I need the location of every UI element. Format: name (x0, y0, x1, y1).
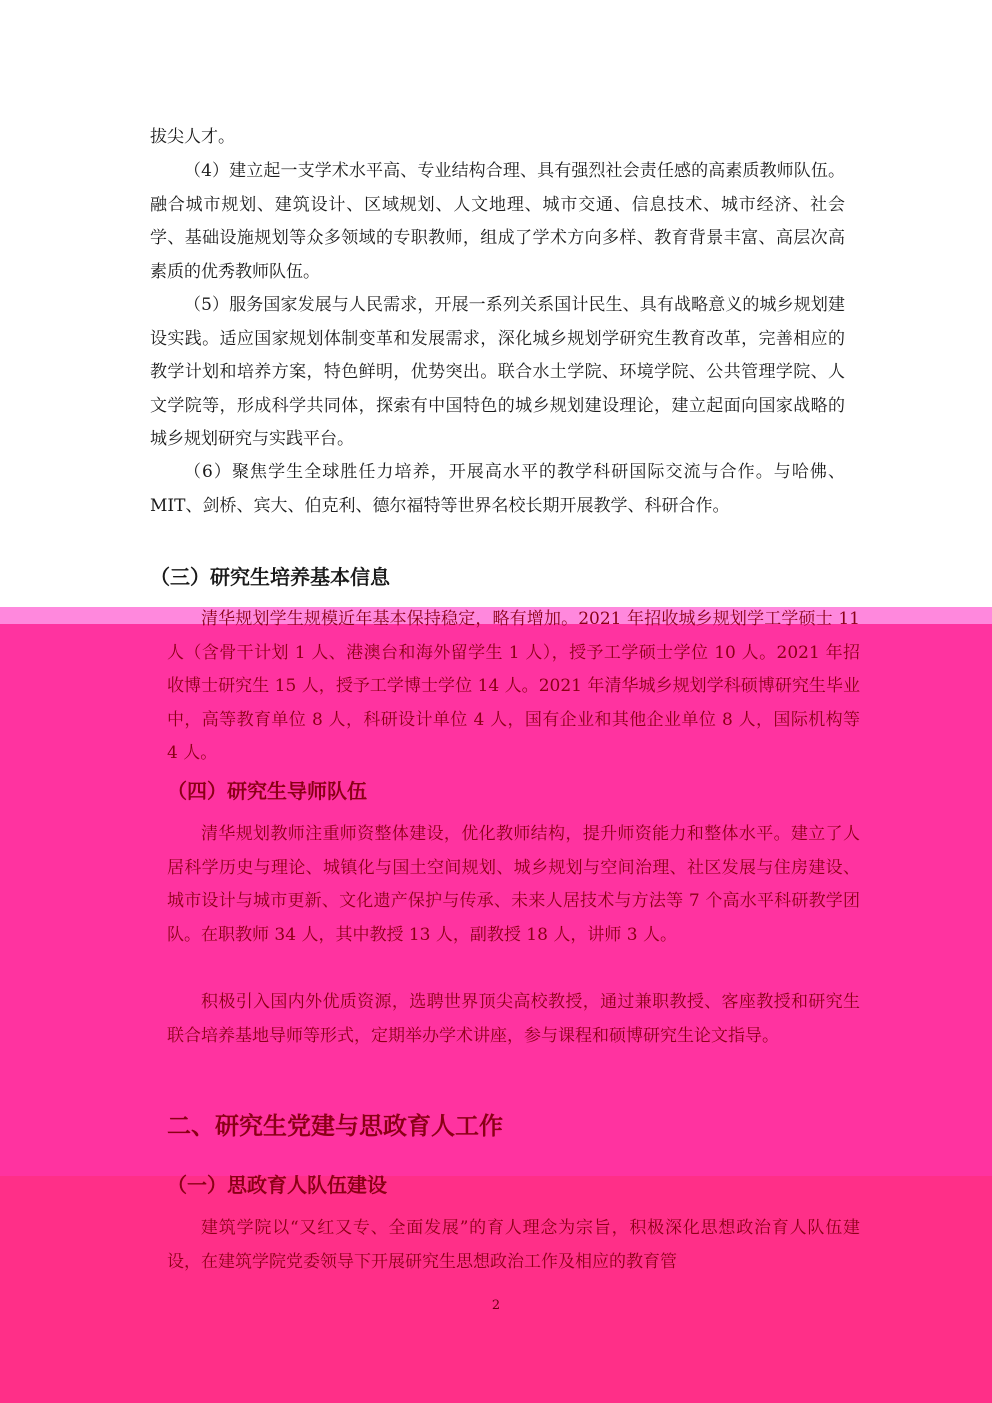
paragraph-national-service: （5）服务国家发展与人民需求，开展一系列关系国计民生、具有战略意义的城乡规划建设实践。适应国家规划体制变革和发展需求，深化城乡规划学研究生教育改革，完善相应的教学计划和培养方案，特色鲜明，优势突出。联合水土学院、环境学院、公共管理学院、人文学院等，形成科学共同体，探索有中国特色的城乡规划建设理论，建立起面向国家战略的城乡规划研究与实践平台。 (150, 295, 845, 449)
paragraph-teacher-team: （4）建立起一支学术水平高、专业结构合理、具有强烈社会责任感的高素质教师队伍。融合城市规划、建筑设计、区域规划、人文地理、城市交通、信息技术、城市经济、社会学、基础设施规划等众多领域的专职教师，组成了学术方向多样、教育背景丰富、高层次高素质的优秀教师队伍。 (150, 161, 845, 282)
paragraph-talent: 拔尖人才。 (150, 127, 235, 147)
paragraph-faculty: 清华规划教师注重师资整体建设，优化教师结构，提升师资能力和整体水平。建立了人居科学历史与理论、城镇化与国土空间规划、城乡规划与空间治理、社区发展与住房建设、城市设计与城市更新、文化遗产保护与传承、未来人居技术与方法等 7 个高水平科研教学团队。在职教师 34 人，其中教授 13 人，副教授 18 人，讲师 3 人。 (167, 824, 860, 945)
paragraph-school-ideology: 建筑学院以“又红又专、全面发展”的育人理念为宗旨，积极深化思想政治育人队伍建设，在建筑学院党委领导下开展研究生思想政治工作及相应的教育管 (167, 1218, 860, 1272)
section-heading-ideology-team: （一）思政育人队伍建设 (167, 1173, 387, 1197)
page-number: 2 (491, 1298, 501, 1313)
paragraph-student-scale: 清华规划学生规模近年基本保持稳定，略有增加。2021 年招收城乡规划学工学硕士 11 人（含骨干计划 1 人、港澳台和海外留学生 1 人），授予工学硕士学位 10 人。2021 年招收博士研究生 15 人，授予工学博士学位 14 人。2021 年清华城乡规划学科硕博研究生毕业中，高等教育单位 8 人，科研设计单位 4 人，国有企业和其他企业单位 8 人，国际机构等 4 人。 (167, 609, 860, 763)
section-heading-supervisors: （四）研究生导师队伍 (167, 779, 367, 803)
paragraph-international: （6）聚焦学生全球胜任力培养，开展高水平的教学科研国际交流与合作。与哈佛、MIT、剑桥、宾大、伯克利、德尔福特等世界名校长期开展教学、科研合作。 (150, 462, 845, 516)
paragraph-resources: 积极引入国内外优质资源，选聘世界顶尖高校教授，通过兼职教授、客座教授和研究生联合培养基地导师等形式，定期举办学术讲座，参与课程和硕博研究生论文指导。 (167, 992, 860, 1046)
section-heading-training-info: （三）研究生培养基本信息 (150, 565, 390, 589)
chapter-heading-party-building: 二、研究生党建与思政育人工作 (167, 1111, 503, 1140)
